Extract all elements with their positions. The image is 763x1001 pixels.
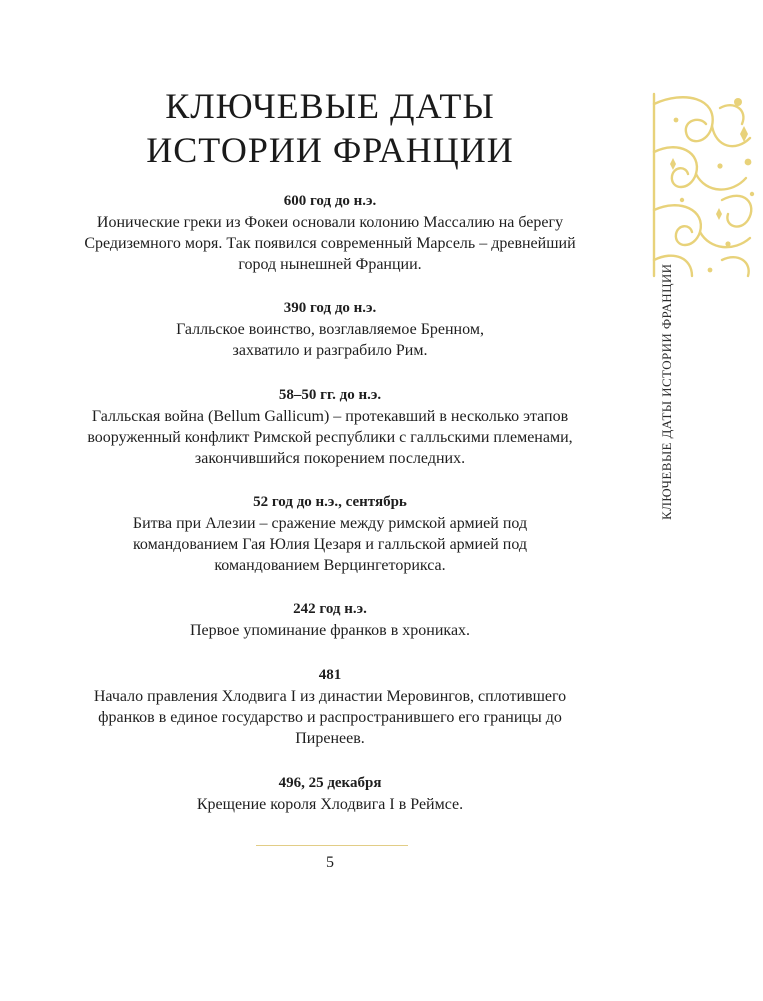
- entry-text-line: Галльская война (Bellum Gallicum) – протекавший в несколько этапов: [91, 408, 569, 425]
- entry-date: 496, 25 декабря: [278, 775, 382, 791]
- footer-divider: [256, 845, 408, 846]
- entry-text-line: Первое упоминание франков в хрониках.: [189, 622, 471, 639]
- timeline-entry-496: [60, 773, 600, 815]
- timeline-entry-242ad: [60, 599, 600, 641]
- entry-date: 600 год до н.э.: [283, 193, 377, 209]
- floral-ornament-icon: [652, 90, 763, 280]
- entry-text-line: город нынешней Франции.: [238, 256, 422, 273]
- entry-date: 390 год до н.э.: [283, 300, 377, 316]
- timeline-entry-52bc: [60, 492, 600, 576]
- entry-text-line: Крещение короля Хлодвига I в Реймсе.: [196, 796, 464, 813]
- timeline-entry-481: [60, 665, 600, 749]
- entry-text-line: закончившийся покорением последних.: [194, 450, 466, 467]
- page-title-line-1: КЛЮЧЕВЫЕ ДАТЫ: [165, 86, 495, 126]
- entry-date: 58–50 гг. до н.э.: [278, 387, 382, 403]
- entry-date: 52 год до н.э., сентябрь: [253, 494, 407, 510]
- entry-text-line: франков в единое государство и распространившего его границы до: [98, 709, 562, 726]
- entry-date: 481: [318, 667, 342, 683]
- side-running-title: КЛЮЧЕВЫЕ ДАТЫ ИСТОРИИ ФРАНЦИИ: [659, 263, 674, 520]
- timeline-entry-390bc: [60, 298, 600, 361]
- entry-text-line: вооруженный конфликт Римской республики с галльскими племенами,: [87, 429, 573, 446]
- entry-text-line: Пиренеев.: [295, 730, 365, 747]
- timeline-entry-600bc: [60, 191, 600, 275]
- entry-date: 242 год н.э.: [293, 601, 367, 617]
- entry-text-line: командованием Верцингеторикса.: [214, 557, 446, 574]
- entry-text-line: Ионические греки из Фокеи основали колонию Массалию на берегу: [96, 214, 564, 231]
- entry-text-line: Битва при Алезии – сражение между римской армией под: [132, 515, 528, 532]
- timeline-entry-58-50bc: [60, 385, 600, 469]
- entry-text-line: Средиземного моря. Так появился современный Марсель – древнейший: [84, 235, 576, 252]
- entry-text-line: командованием Гая Юлия Цезаря и галльской армией под: [132, 536, 528, 553]
- page-title: [90, 84, 570, 172]
- entry-text-line: захватило и разграбило Рим.: [232, 342, 428, 359]
- page-number: 5: [326, 854, 334, 871]
- page-title-line-2: ИСТОРИИ ФРАНЦИИ: [146, 130, 514, 170]
- entry-text-line: Галльское воинство, возглавляемое Бренном,: [176, 321, 484, 338]
- entry-text-line: Начало правления Хлодвига I из династии Меровингов, сплотившего: [93, 688, 567, 705]
